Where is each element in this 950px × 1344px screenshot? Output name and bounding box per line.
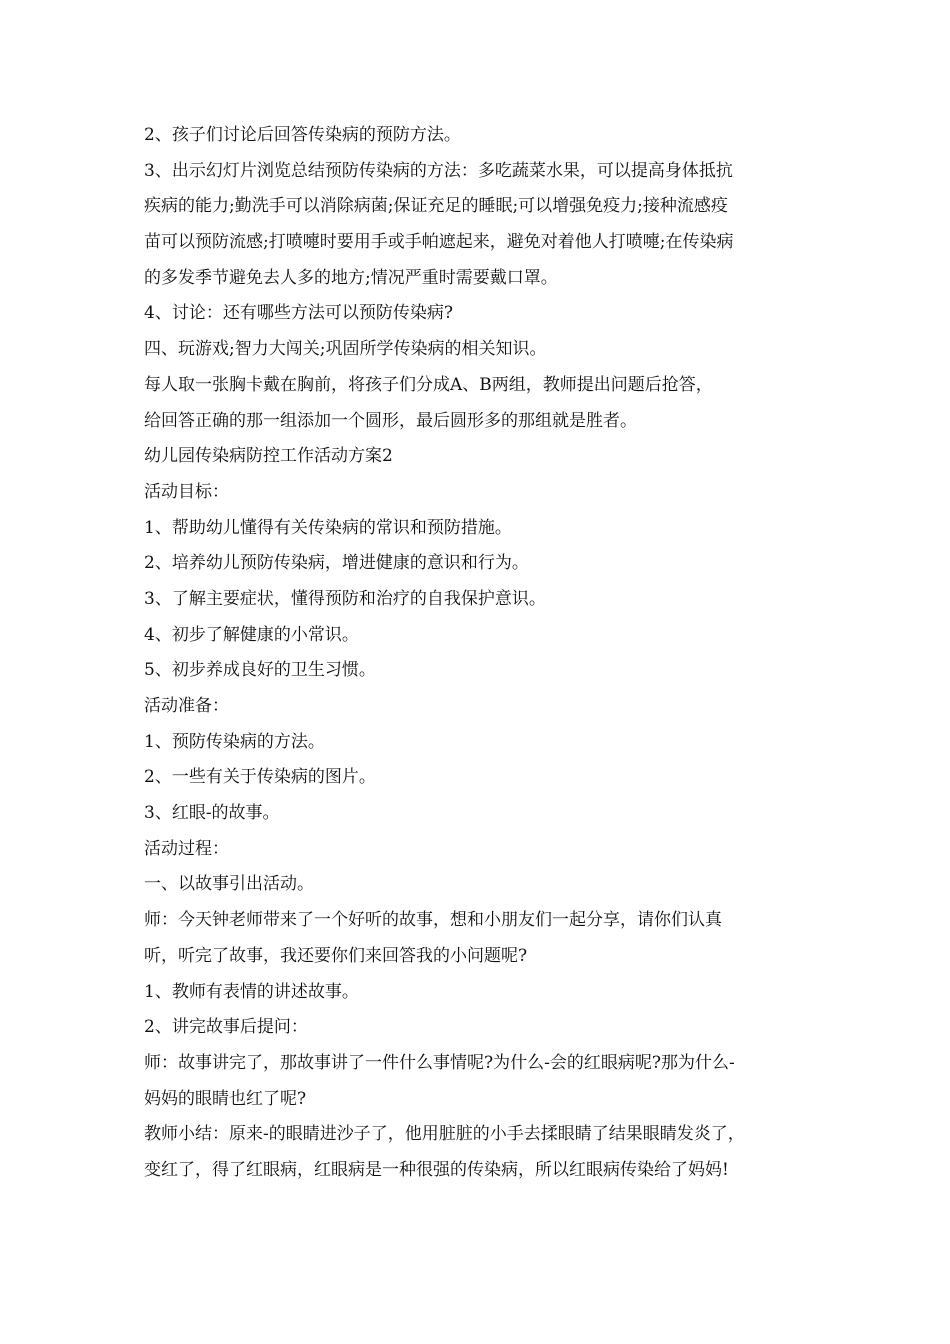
paragraph-line: 疾病的能力;勤洗手可以消除病菌;保证充足的睡眠;可以增强免疫力;接种流感疫	[144, 196, 728, 217]
list-item: 3、了解主要症状，懂得预防和治疗的自我保护意识。	[144, 588, 546, 609]
paragraph-line: 妈妈的眼睛也红了呢?	[144, 1088, 307, 1109]
list-item: 1、预防传染病的方法。	[144, 731, 325, 752]
section-heading: 活动过程：	[144, 838, 229, 859]
list-item: 2、讲完故事后提问：	[144, 1017, 308, 1038]
paragraph-line: 四、玩游戏;智力大闯关;巩固所学传染病的相关知识。	[144, 339, 547, 360]
list-item: 4、初步了解健康的小常识。	[144, 624, 359, 645]
section-heading: 活动准备：	[144, 696, 229, 716]
paragraph-line: 给回答正确的那一组添加一个圆形，最后圆形多的那组就是胜者。	[144, 410, 637, 431]
paragraph-line: 2、孩子们讨论后回答传染病的预防方法。	[144, 125, 461, 145]
paragraph-line: 师：今天钟老师带来了一个好听的故事，想和小朋友们一起分享，请你们认真	[144, 910, 722, 931]
list-item: 1、教师有表情的讲述故事。	[144, 981, 359, 1002]
list-item: 2、培养幼儿预防传染病，增进健康的意识和行为。	[144, 553, 529, 574]
section-title: 幼儿园传染病防控工作活动方案2	[144, 446, 393, 467]
document-body	[144, 118, 816, 1189]
paragraph-line: 每人取一张胸卡戴在胸前，将孩子们分成A、B两组，教师提出问题后抢答，	[144, 374, 713, 395]
paragraph-line: 教师小结：原来-的眼睛进沙子了，他用脏脏的小手去揉眼睛了结果眼睛发炎了，	[144, 1124, 745, 1145]
list-item: 5、初步养成良好的卫生习惯。	[144, 660, 376, 681]
list-item: 1、帮助幼儿懂得有关传染病的常识和预防措施。	[144, 517, 512, 538]
list-item: 3、红眼-的故事。	[144, 803, 280, 824]
section-heading: 活动目标：	[144, 481, 229, 502]
paragraph-line: 3、出示幻灯片浏览总结预防传染病的方法：多吃蔬菜水果，可以提高身体抵抗	[144, 160, 733, 181]
paragraph-line: 听，听完了故事，我还要你们来回答我的小问题呢?	[144, 945, 528, 966]
paragraph-line: 变红了，得了红眼病，红眼病是一种很强的传染病，所以红眼病传染给了妈妈!	[144, 1159, 729, 1180]
paragraph-line: 苗可以预防流感;打喷嚏时要用手或手帕遮起来，避免对着他人打喷嚏;在传染病	[144, 232, 734, 253]
list-item: 一、以故事引出活动。	[144, 874, 314, 895]
paragraph-line: 4、讨论：还有哪些方法可以预防传染病?	[144, 303, 453, 324]
paragraph-line: 的多发季节避免去人多的地方;情况严重时需要戴口罩。	[144, 267, 558, 288]
list-item: 2、一些有关于传染病的图片。	[144, 767, 376, 788]
paragraph-line: 师：故事讲完了，那故事讲了一件什么事情呢?为什么-会的红眼病呢?那为什么-	[144, 1052, 735, 1073]
